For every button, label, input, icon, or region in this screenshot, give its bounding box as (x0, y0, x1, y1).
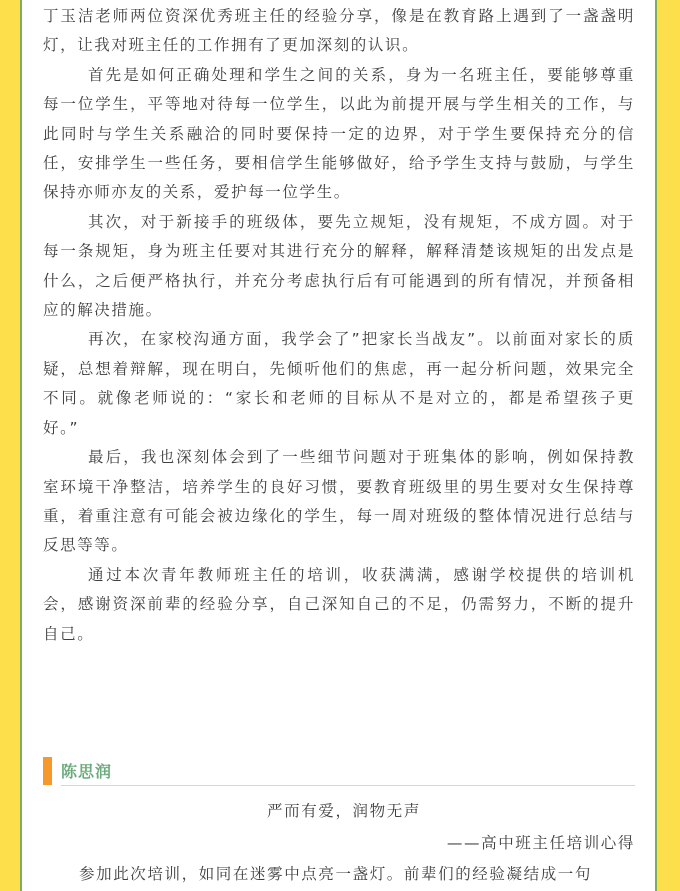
paragraph-fourth-point: 最后，我也深刻体会到了一些细节问题对于班集体的影响，例如保持教室环境干净整洁，培养学生的良好习惯，要教育班级里的男生要对女生保持尊重，着重注意有可能会被边缘化的学生，每一周对班级的整体情况进行总结与反思等等。 (43, 448, 635, 555)
paragraph-conclusion: 通过本次青年教师班主任的培训，收获满满，感谢学校提供的培训机会，感谢资深前辈的经验分享，自己深知自己的不足，仍需努力，不断的提升自己。 (43, 565, 635, 643)
author-name: 陈思润 (61, 762, 113, 781)
right-yellow-border (657, 0, 680, 891)
section-accent-bar (43, 757, 52, 785)
paragraph-second-point: 其次，对于新接手的班级体，要先立规矩，没有规矩，不成方圆。对于每一条规矩，身为班主任要对其进行充分的解释，解释清楚该规矩的出发点是什么，之后便严格执行，并充分考虑执行后有可能遇到的所有情况，并预备相应的解决措施。 (43, 212, 635, 320)
left-green-border-line (20, 0, 22, 891)
author-section-header (43, 757, 635, 787)
essay-first-line: 参加此次培训，如同在迷雾中点亮一盏灯。前辈们的经验凝结成一句 (79, 865, 593, 883)
section-divider (61, 785, 635, 786)
paragraph-intro-continuation: 丁玉洁老师两位资深优秀班主任的经验分享，像是在教育路上遇到了一盏盏明灯，让我对班主任的工作拥有了更加深刻的认识。 (43, 7, 635, 55)
article-body (43, 0, 635, 649)
essay-title: 严而有爱，润物无声 (267, 802, 421, 820)
essay-subtitle: ——高中班主任培训心得 (446, 834, 635, 852)
paragraph-first-point: 首先是如何正确处理和学生之间的关系，身为一名班主任，要能够尊重每一位学生，平等地对待每一位学生，以此为前提开展与学生相关的工作，与此同时与学生关系融洽的同时要保持一定的边界，对于学生要保持充分的信任，安排学生一些任务，要相信学生能够做好，给予学生支持与鼓励，与学生保持亦师亦友的关系，爱护每一位学生。 (43, 65, 635, 202)
paragraph-third-point: 再次，在家校沟通方面，我学会了”把家长当战友”。以前面对家长的质疑，总想着辩解，现在明白，先倾听他们的焦虑，再一起分析问题，效果完全不同。就像老师说的：“家长和老师的目标从不是对立的，都是希望孩子更好。” (43, 330, 635, 437)
left-yellow-border (0, 0, 20, 891)
